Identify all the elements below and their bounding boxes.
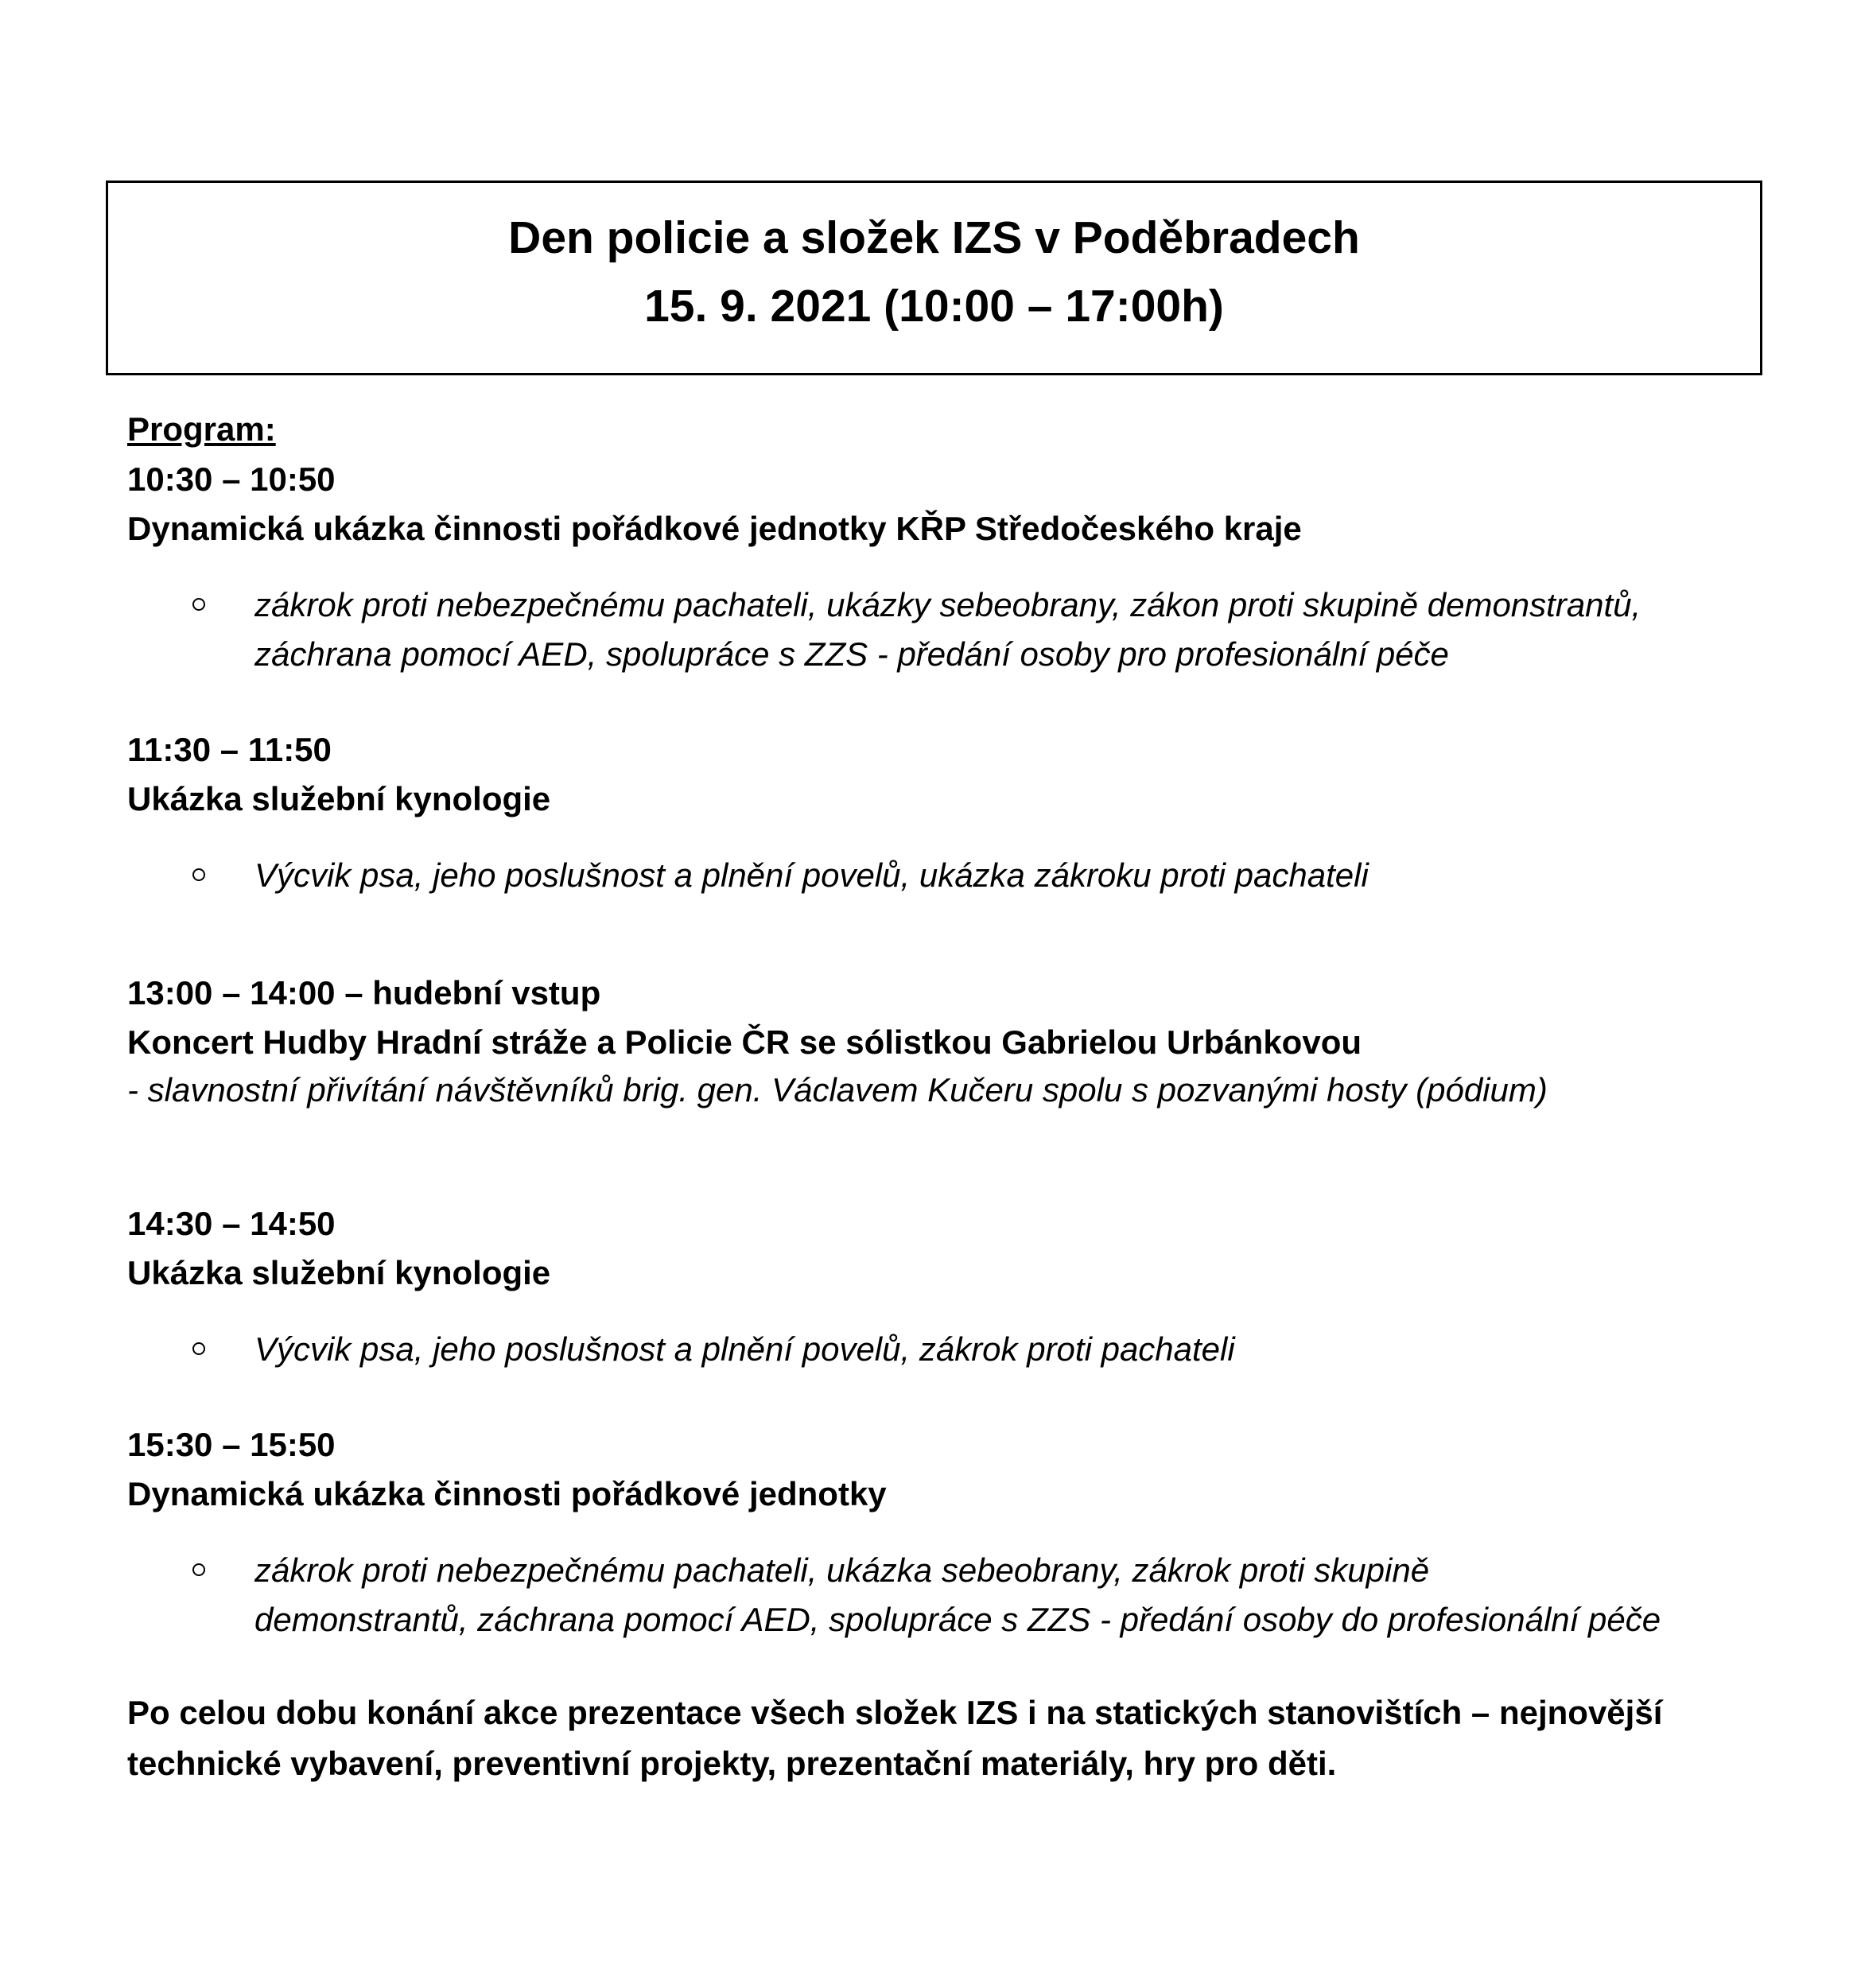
circle-bullet-icon [192,1563,205,1576]
bullet-line: Výcvik psa, jeho poslušnost a plnění povelů, ukázka zákroku proti pachateli [254,856,1369,894]
block-description: - slavnostní přivítání návštěvníků brig. gen. Václavem Kučeru spolu s pozvanými hosty (pódium) [127,1071,1548,1109]
program-block [127,1199,1750,1374]
list-item [127,1325,1750,1374]
block-title: Koncert Hudby Hradní stráže a Policie ČR se sólistkou Gabrielou Urbánkovou [127,1023,1362,1061]
program-section [127,404,1750,1789]
block-time: 14:30 – 14:50 [127,1205,336,1242]
block-time: 10:30 – 10:50 [127,460,336,498]
title-box [106,181,1762,375]
bullet-line: demonstrantů, záchrana pomocí AED, spolupráce s ZZS - předání osoby do profesionální péče [254,1601,1661,1638]
event-date: 15. 9. 2021 (10:00 – 17:00h) [644,281,1224,332]
list-item [127,1546,1750,1644]
page-title: Den policie a složek IZS v Poděbradech [508,212,1360,263]
block-time: 11:30 – 11:50 [127,731,332,768]
bullet-line: Výcvik psa, jeho poslušnost a plnění povelů, zákrok proti pachateli [254,1330,1235,1368]
footer-note: Po celou dobu konání akce prezentace všech složek IZS i na statických stanovištích – nejnovější technické vybavení, preventivní projekty, prezentační materiály, hry pro děti. [127,1694,1663,1782]
program-block [127,725,1750,900]
block-title: Dynamická ukázka činnosti pořádkové jednotky KŘP Středočeského kraje [127,510,1302,547]
list-item [127,580,1750,679]
list-item [127,851,1750,900]
circle-bullet-icon [192,1342,205,1355]
program-heading: Program: [127,410,276,448]
bullet-line: zákrok proti nebezpečnému pachateli, ukázky sebeobrany, zákon proti skupině demonstrantů, [254,586,1641,623]
program-block [127,969,1750,1113]
block-title: Ukázka služební kynologie [127,1254,551,1291]
block-time: 13:00 – 14:00 – hudební vstup [127,974,601,1011]
program-block [127,455,1750,679]
bullet-line: zákrok proti nebezpečnému pachateli, ukázka sebeobrany, zákrok proti skupině [254,1551,1430,1589]
block-time: 15:30 – 15:50 [127,1426,336,1463]
block-title: Ukázka služební kynologie [127,780,551,817]
block-title: Dynamická ukázka činnosti pořádkové jednotky [127,1475,887,1512]
bullet-line: záchrana pomocí AED, spolupráce s ZZS - předání osoby pro profesionální péče [254,635,1449,673]
circle-bullet-icon [192,868,205,881]
circle-bullet-icon [192,598,205,611]
program-block [127,1420,1750,1644]
